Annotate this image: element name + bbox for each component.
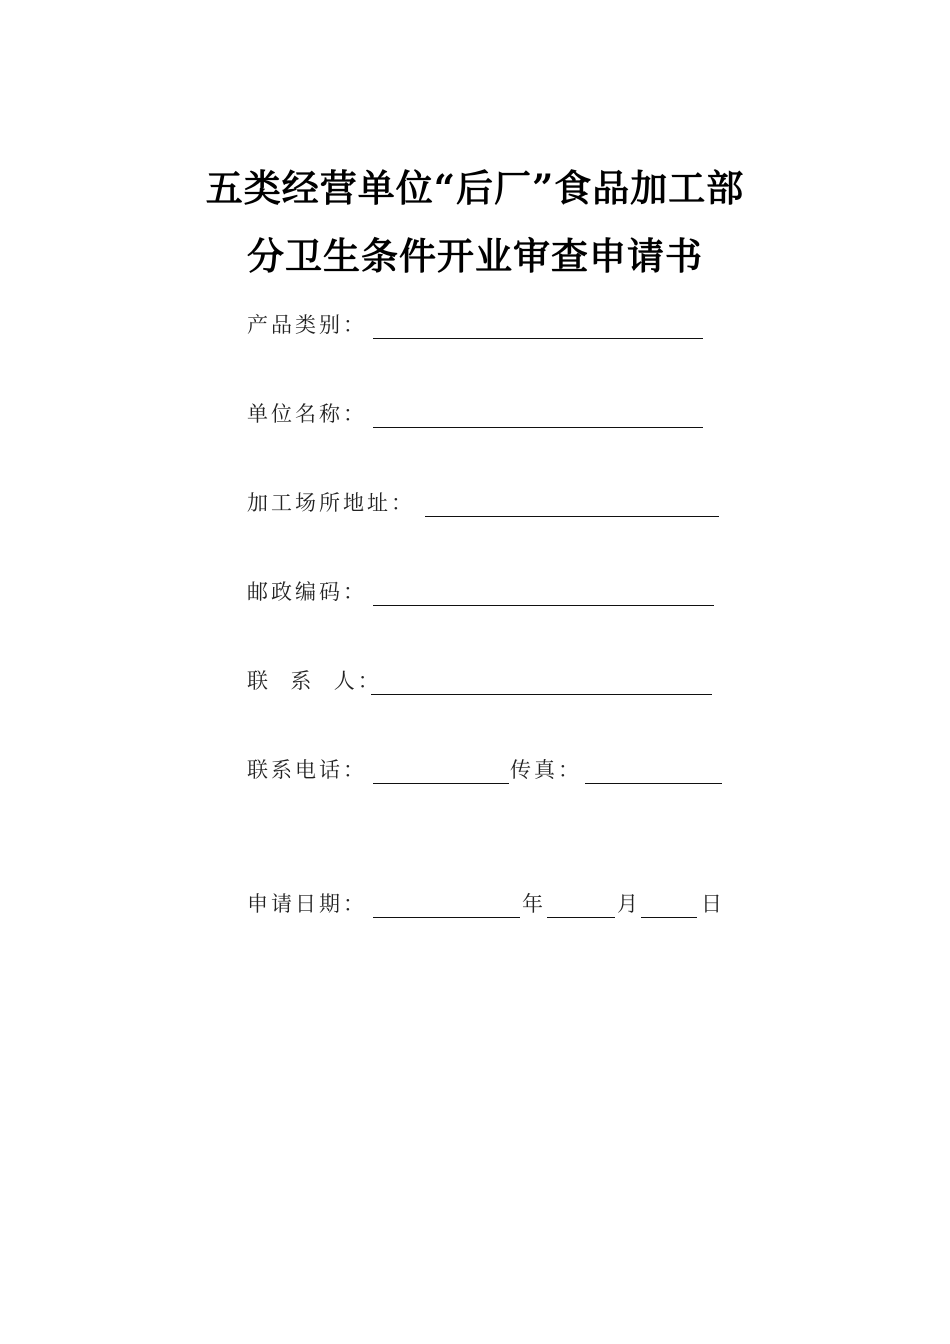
fax-field[interactable] (585, 783, 722, 784)
day-unit: 日 (701, 892, 725, 916)
phone-fax-row (247, 755, 727, 785)
unit-name-field[interactable] (373, 427, 703, 428)
apply-date-row (247, 889, 727, 919)
phone-label: 联系电话： (247, 758, 367, 782)
page-title-line-1: 五类经营单位“后厂”食品加工部 (205, 166, 745, 210)
month-field[interactable] (547, 917, 615, 918)
year-field[interactable] (373, 917, 520, 918)
product-category-field[interactable] (373, 338, 703, 339)
year-unit: 年 (522, 892, 546, 916)
postal-code-label: 邮政编码： (247, 580, 367, 604)
fax-label: 传真： (510, 758, 582, 782)
postal-code-field[interactable] (373, 605, 714, 606)
unit-name-label: 单位名称： (247, 402, 367, 426)
month-unit: 月 (617, 892, 641, 916)
page-title-line-2: 分卫生条件开业审查申请书 (247, 234, 703, 278)
day-field[interactable] (641, 917, 697, 918)
site-address-field[interactable] (425, 516, 719, 517)
phone-field[interactable] (373, 783, 509, 784)
apply-date-label: 申请日期： (247, 892, 367, 916)
site-address-label: 加工场所地址： (247, 491, 415, 515)
contact-person-label: 联 系 人： (247, 669, 382, 693)
contact-person-field[interactable] (371, 694, 712, 695)
product-category-label: 产品类别： (247, 313, 367, 337)
